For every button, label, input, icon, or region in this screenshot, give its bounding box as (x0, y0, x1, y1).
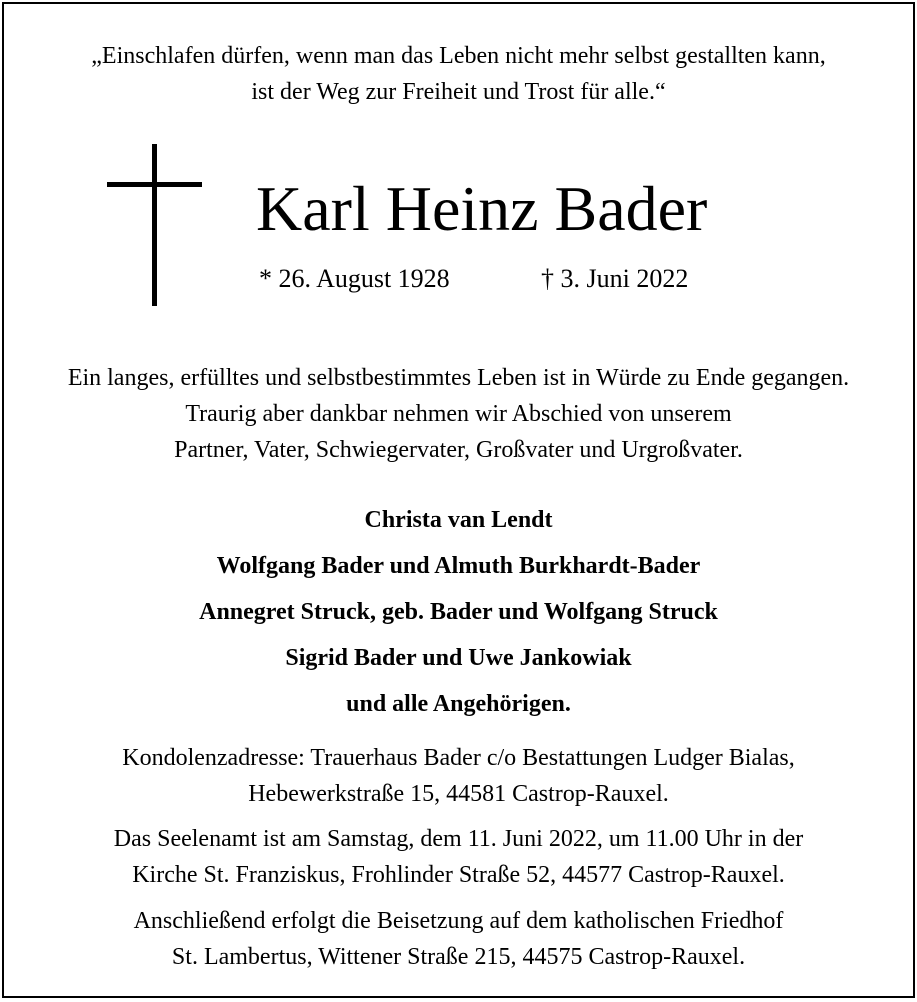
birth-date: * 26. August 1928 (259, 264, 450, 293)
mass-line: Kirche St. Franziskus, Frohlinder Straße 52, 44577 Castrop-Rauxel. (132, 862, 785, 888)
condolence-address (4, 740, 913, 812)
farewell-line: Traurig aber dankbar nehmen wir Abschied von unserem (185, 401, 732, 427)
quote-line: „Einschlafen dürfen, wenn man das Leben nicht mehr selbst gestallten kann, (91, 43, 826, 69)
burial-line: St. Lambertus, Wittener Straße 215, 44575 Castrop-Rauxel. (171, 944, 746, 970)
condolence-line: Hebewerkstraße 15, 44581 Castrop-Rauxel. (248, 781, 669, 807)
mourner-entry: und alle Angehörigen. (346, 691, 571, 717)
mourners-list (4, 497, 913, 727)
quote-line: ist der Weg zur Freiheit und Trost für alle.“ (251, 79, 666, 105)
deceased-name: Karl Heinz Bader (256, 173, 708, 244)
requiem-mass-info (4, 821, 913, 893)
farewell-line: Ein langes, erfülltes und selbstbestimmtes Leben ist in Würde zu Ende gegangen. (67, 365, 850, 391)
death-date: † 3. Juni 2022 (541, 264, 689, 293)
mourner-entry: Sigrid Bader und Uwe Jankowiak (285, 645, 632, 671)
burial-line: Anschließend erfolgt die Beisetzung auf dem katholischen Friedhof (133, 908, 784, 934)
farewell-text (4, 360, 913, 468)
mourner-entry: Annegret Struck, geb. Bader und Wolfgang Struck (199, 599, 718, 625)
condolence-line: Kondolenzadresse: Trauerhaus Bader c/o Bestattungen Ludger Bialas, (122, 745, 795, 771)
cross-icon (104, 144, 204, 306)
obituary-notice (2, 2, 915, 998)
burial-info (4, 903, 913, 975)
opening-quote (4, 38, 913, 110)
mourner-entry: Wolfgang Bader und Almuth Burkhardt-Bader (216, 553, 701, 579)
farewell-line: Partner, Vater, Schwiegervater, Großvater und Urgroßvater. (174, 437, 743, 463)
mourner-entry: Christa van Lendt (364, 507, 553, 533)
mass-line: Das Seelenamt ist am Samstag, dem 11. Juni 2022, um 11.00 Uhr in der (113, 826, 804, 852)
